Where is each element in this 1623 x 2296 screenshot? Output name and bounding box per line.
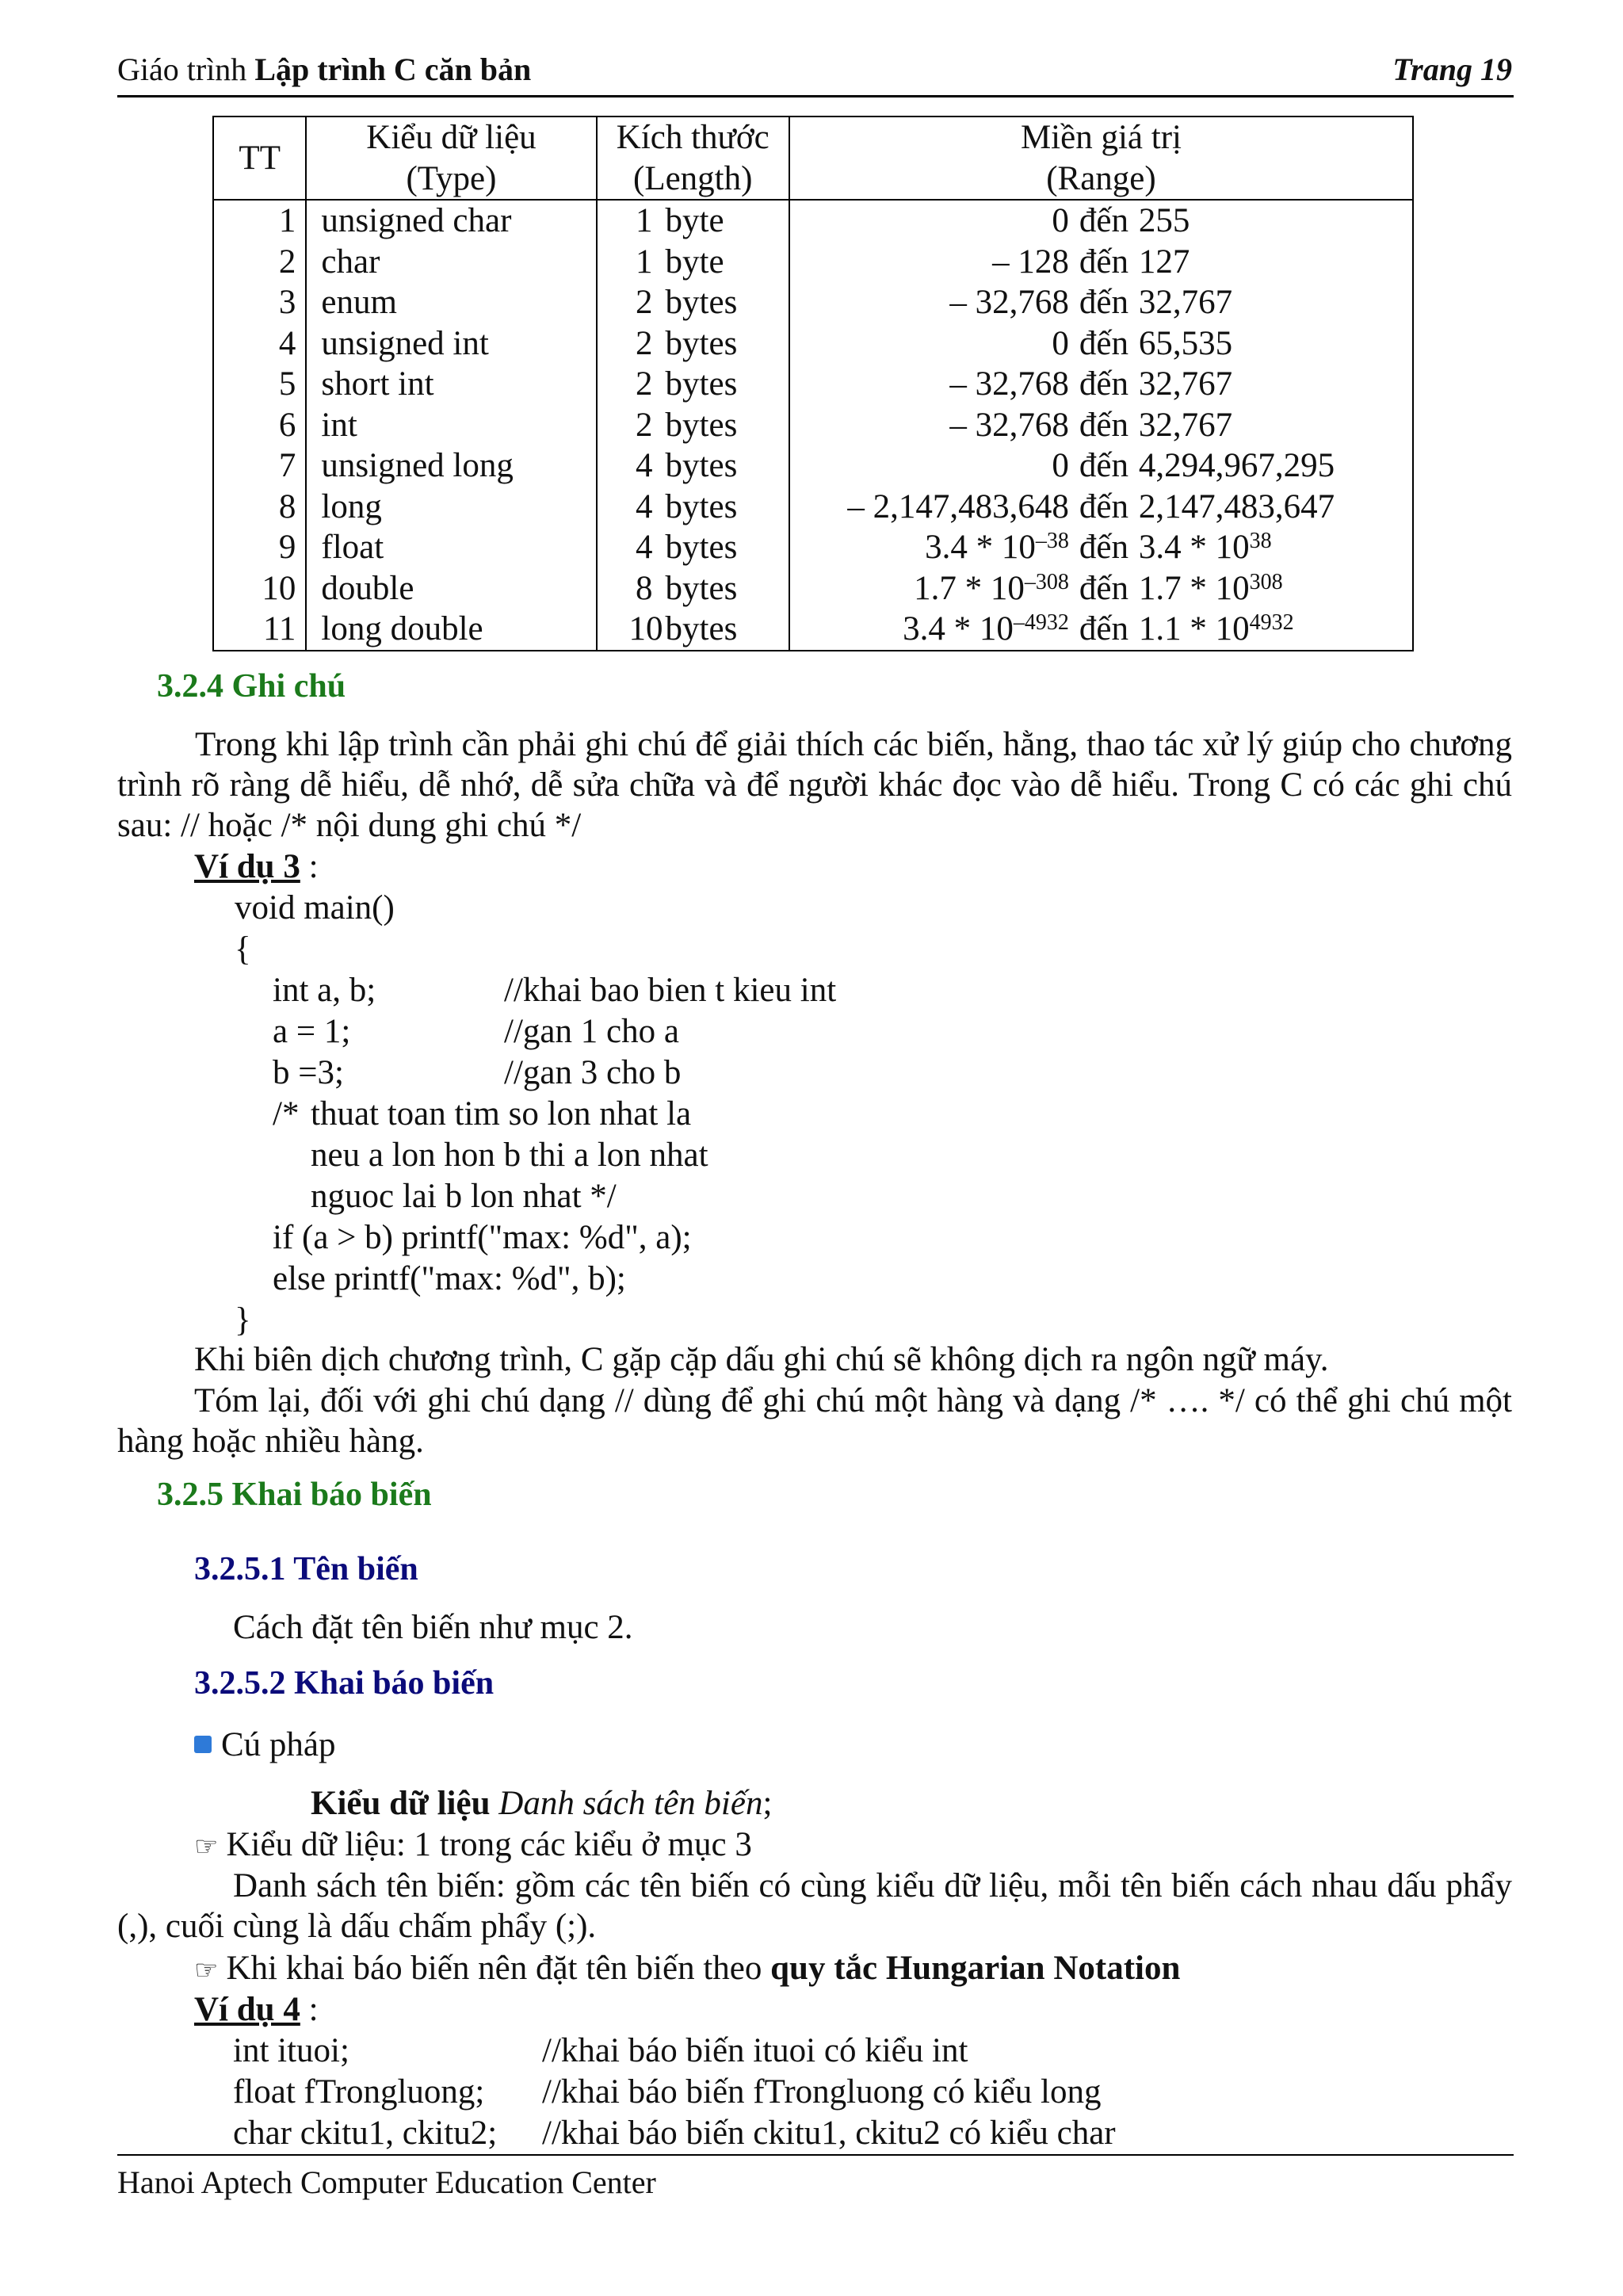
table-row xyxy=(213,323,1413,365)
code-line: } xyxy=(235,1301,251,1339)
cell-tt: 2 xyxy=(213,242,306,283)
note-variable-list: Danh sách tên biến: gồm các tên biến có cùng kiểu dữ liệu, mỗi tên biến cách nhau dấu phẩy (,), cuối cùng là dấu chấm phẩy (;). xyxy=(117,1867,1512,1945)
col-header-tt: TT xyxy=(213,117,306,200)
cell-length: 2 bytes xyxy=(597,323,789,365)
table-row xyxy=(213,200,1413,242)
example-code: int ituoi; xyxy=(233,2032,349,2069)
cell-length: 2 bytes xyxy=(597,364,789,405)
example-code: float fTrongluong; xyxy=(233,2073,485,2111)
table-row xyxy=(213,527,1413,568)
syntax-label: Cú pháp xyxy=(194,1725,336,1766)
table-row xyxy=(213,364,1413,405)
cell-type: long double xyxy=(306,609,596,651)
footer-text: Hanoi Aptech Computer Education Center xyxy=(117,2164,656,2200)
code-line: void main() xyxy=(235,889,395,926)
cell-length: 8 bytes xyxy=(597,568,789,609)
cell-type: double xyxy=(306,568,596,609)
cell-range: 0 đến 255 xyxy=(789,200,1413,242)
col-header-range: Miền giá trị (Range) xyxy=(789,117,1413,200)
cell-length: 2 bytes xyxy=(597,282,789,323)
cell-range: – 32,768 đến 32,767 xyxy=(789,364,1413,405)
variable-name-text: Cách đặt tên biến như mục 2. xyxy=(233,1609,633,1646)
example-comment: //khai báo biến ckitu1, ckitu2 có kiểu char xyxy=(542,2115,1116,2152)
cell-type: short int xyxy=(306,364,596,405)
header-prefix: Giáo trình xyxy=(117,52,255,87)
code-line: else printf("max: %d", b); xyxy=(273,1260,626,1297)
code-line: int a, b; xyxy=(273,972,376,1009)
code-line: b =3; xyxy=(273,1054,344,1091)
code-line: a = 1; xyxy=(273,1013,351,1050)
cell-tt: 11 xyxy=(213,609,306,651)
cell-tt: 3 xyxy=(213,282,306,323)
code-line: nguoc lai b lon nhat */ xyxy=(311,1178,617,1215)
code-line: neu a lon hon b thi a lon nhat xyxy=(311,1137,708,1174)
blue-square-bullet-icon xyxy=(194,1736,212,1753)
cell-range: – 32,768 đến 32,767 xyxy=(789,282,1413,323)
code-line: thuat toan tim so lon nhat la xyxy=(311,1095,692,1133)
cell-type: unsigned int xyxy=(306,323,596,365)
col-header-length: Kích thước (Length) xyxy=(597,117,789,200)
cell-tt: 5 xyxy=(213,364,306,405)
data-type-table xyxy=(212,116,1414,651)
table-row xyxy=(213,242,1413,283)
cell-tt: 9 xyxy=(213,527,306,568)
summary-paragraph: Tóm lại, đối với ghi chú dạng // dùng để ghi chú một hàng và dạng /* …. */ có thể ghi chú một hàng hoặc nhiều hàng. xyxy=(117,1382,1512,1460)
example-4-label: Ví dụ 4 : xyxy=(194,1991,319,2028)
note-data-type: ☞ Kiểu dữ liệu: 1 trong các kiểu ở mục 3 xyxy=(194,1826,752,1863)
footer-divider xyxy=(117,2154,1514,2156)
header-book-title: Lập trình C căn bản xyxy=(254,52,532,87)
cell-type: float xyxy=(306,527,596,568)
cell-length: 4 bytes xyxy=(597,445,789,487)
header-title xyxy=(117,51,531,88)
code-comment: //gan 3 cho b xyxy=(504,1054,682,1091)
compile-note: Khi biên dịch chương trình, C gặp cặp dấu ghi chú sẽ không dịch ra ngôn ngữ máy. xyxy=(194,1341,1329,1378)
table-row xyxy=(213,282,1413,323)
subsection-heading-3-2-5-1: 3.2.5.1 Tên biến xyxy=(194,1551,418,1587)
page-number: Trang 19 xyxy=(1392,52,1512,87)
cell-length: 10bytes xyxy=(597,609,789,651)
section-heading-3-2-5: 3.2.5 Khai báo biến xyxy=(157,1477,432,1513)
example-3-label: Ví dụ 3 : xyxy=(194,848,319,885)
cell-type: long xyxy=(306,487,596,528)
code-line: { xyxy=(235,930,251,968)
code-comment: //khai bao bien t kieu int xyxy=(504,972,837,1009)
table-row xyxy=(213,568,1413,609)
cell-range: – 32,768 đến 32,767 xyxy=(789,405,1413,446)
cell-tt: 7 xyxy=(213,445,306,487)
cell-type: char xyxy=(306,242,596,283)
cell-range: – 128 đến 127 xyxy=(789,242,1413,283)
table-row xyxy=(213,445,1413,487)
note-hungarian: ☞ Khi khai báo biến nên đặt tên biến theo quy tắc Hungarian Notation xyxy=(194,1950,1181,1987)
cell-range: – 2,147,483,648 đến 2,147,483,647 xyxy=(789,487,1413,528)
cell-type: int xyxy=(306,405,596,446)
cell-range: $3.4 * 10^{-4932}$ đến $1.1 * 10^{4932}$ xyxy=(789,609,1413,651)
table-row xyxy=(213,609,1413,651)
cell-length: 4 bytes xyxy=(597,487,789,528)
cell-range: 0 đến 4,294,967,295 xyxy=(789,445,1413,487)
pointing-hand-icon: ☞ xyxy=(194,1831,219,1862)
table-header-row xyxy=(213,117,1413,200)
cell-tt: 1 xyxy=(213,200,306,242)
cell-range: 0 đến 65,535 xyxy=(789,323,1413,365)
syntax-line: Kiểu dữ liệu Danh sách tên biến; xyxy=(311,1785,773,1822)
cell-range: $3.4 * 10^{-38}$ đến $3.4 * 10^{38}$ xyxy=(789,527,1413,568)
table-body xyxy=(213,200,1413,651)
cell-type: unsigned char xyxy=(306,200,596,242)
cell-tt: 8 xyxy=(213,487,306,528)
example-comment: //khai báo biến ituoi có kiểu int xyxy=(542,2032,968,2069)
table-row xyxy=(213,487,1413,528)
code-line: if (a > b) printf("max: %d", a); xyxy=(273,1219,692,1256)
cell-range: $1.7 * 10^{-308}$ đến $1.7 * 10^{308}$ xyxy=(789,568,1413,609)
comment-intro-paragraph: Trong khi lập trình cần phải ghi chú để giải thích các biến, hằng, thao tác xử lý giúp cho chương trình rõ ràng dễ hiểu, dễ nhớ, dễ sửa chữa và để người khác đọc vào dễ hiểu. Trong C có các ghi chú sau: // hoặc /* nội dung ghi chú */ xyxy=(117,726,1512,844)
cell-tt: 10 xyxy=(213,568,306,609)
subsection-heading-3-2-5-2: 3.2.5.2 Khai báo biến xyxy=(194,1665,495,1702)
cell-length: 1 byte xyxy=(597,200,789,242)
col-header-type: Kiểu dữ liệu (Type) xyxy=(306,117,596,200)
cell-tt: 4 xyxy=(213,323,306,365)
example-code: char ckitu1, ckitu2; xyxy=(233,2115,498,2152)
example-comment: //khai báo biến fTrongluong có kiểu long xyxy=(542,2073,1102,2111)
code-comment: //gan 1 cho a xyxy=(504,1013,679,1050)
pointing-hand-icon: ☞ xyxy=(194,1954,219,1986)
section-heading-3-2-4: 3.2.4 Ghi chú xyxy=(157,668,346,705)
cell-type: enum xyxy=(306,282,596,323)
cell-length: 4 bytes xyxy=(597,527,789,568)
table-row xyxy=(213,405,1413,446)
code-line: /* xyxy=(273,1095,300,1133)
header-divider xyxy=(117,95,1514,97)
cell-length: 2 bytes xyxy=(597,405,789,446)
cell-tt: 6 xyxy=(213,405,306,446)
cell-length: 1 byte xyxy=(597,242,789,283)
cell-type: unsigned long xyxy=(306,445,596,487)
